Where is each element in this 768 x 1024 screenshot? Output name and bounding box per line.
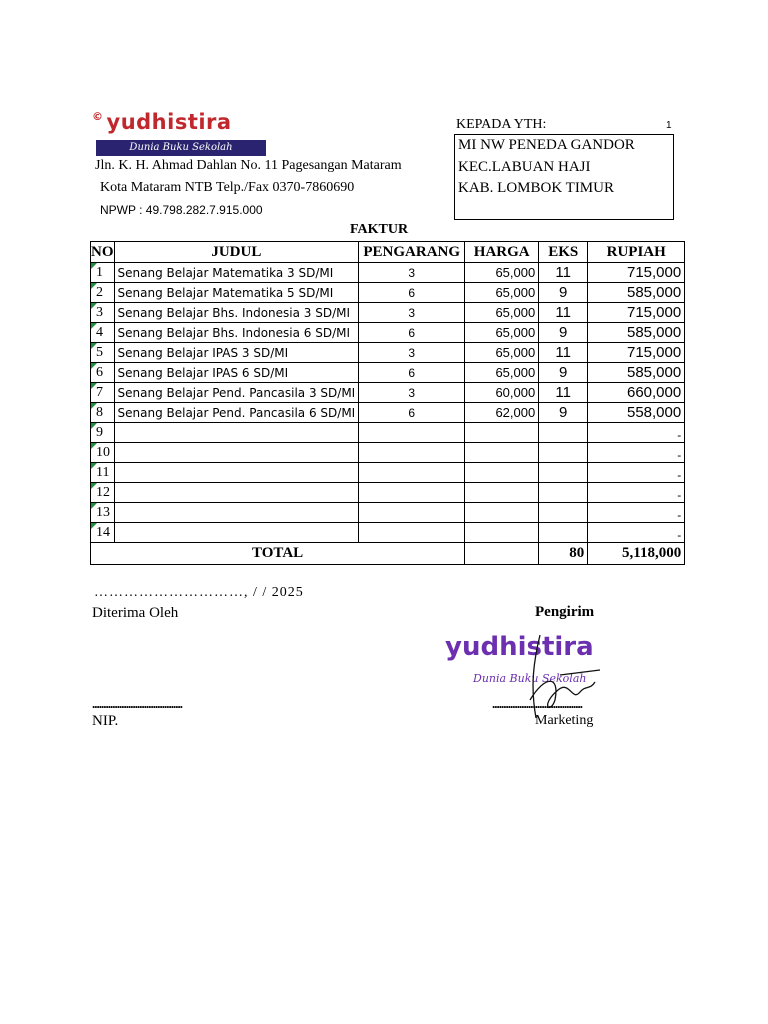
row-author	[359, 523, 465, 543]
logo-name: yudhistira	[106, 110, 232, 134]
row-number: 14	[91, 523, 115, 543]
row-number: 8	[91, 403, 115, 423]
row-qty: 11	[539, 263, 588, 283]
header-eks: EKS	[539, 242, 588, 263]
logo-wordmark	[92, 110, 270, 140]
recipient-label: KEPADA YTH:	[456, 117, 547, 132]
row-author	[359, 503, 465, 523]
header-harga: HARGA	[465, 242, 539, 263]
row-qty	[539, 423, 588, 443]
cell-marker	[91, 263, 97, 269]
row-amount: -	[588, 523, 685, 543]
row-price	[465, 463, 539, 483]
row-title: Senang Belajar Pend. Pancasila 6 SD/MI	[114, 403, 359, 423]
row-title: Senang Belajar IPAS 6 SD/MI	[114, 363, 359, 383]
total-empty-cell	[465, 543, 539, 565]
row-qty: 9	[539, 323, 588, 343]
table-row	[91, 383, 685, 403]
row-amount: 715,000	[588, 343, 685, 363]
row-price	[465, 503, 539, 523]
row-qty: 11	[539, 383, 588, 403]
sender-label: Pengirim	[535, 604, 595, 620]
row-price	[465, 443, 539, 463]
row-number: 10	[91, 443, 115, 463]
row-title	[114, 443, 359, 463]
row-number: 5	[91, 343, 115, 363]
row-number: 2	[91, 283, 115, 303]
row-title: Senang Belajar Bhs. Indonesia 3 SD/MI	[114, 303, 359, 323]
received-by-label: Diterima Oleh	[92, 605, 179, 621]
row-title	[114, 463, 359, 483]
row-amount: 660,000	[588, 383, 685, 403]
header-judul: JUDUL	[114, 242, 359, 263]
row-number: 7	[91, 383, 115, 403]
row-qty	[539, 523, 588, 543]
row-price: 65,000	[465, 323, 539, 343]
recipient-box	[454, 134, 674, 220]
table-row	[91, 303, 685, 323]
row-price	[465, 523, 539, 543]
row-title: Senang Belajar Matematika 5 SD/MI	[114, 283, 359, 303]
row-amount: -	[588, 503, 685, 523]
stamp-wordmark: yudhistira	[445, 632, 594, 662]
invoice-title: FAKTUR	[350, 222, 409, 237]
row-amount: -	[588, 443, 685, 463]
cell-marker	[91, 463, 97, 469]
total-label: TOTAL	[91, 543, 465, 565]
row-amount: 585,000	[588, 363, 685, 383]
company-address-line1: Jln. K. H. Ahmad Dahlan No. 11 Pagesangan Mataram	[95, 158, 402, 173]
row-author: 6	[359, 403, 465, 423]
date-line: …………………………, / / 2025	[94, 585, 304, 600]
company-npwp: NPWP : 49.798.282.7.915.000	[100, 203, 263, 217]
receiver-signature-line: ........................................	[92, 696, 182, 711]
row-author: 6	[359, 323, 465, 343]
row-title	[114, 523, 359, 543]
row-author: 3	[359, 263, 465, 283]
table-row	[91, 503, 685, 523]
row-title: Senang Belajar IPAS 3 SD/MI	[114, 343, 359, 363]
cell-marker	[91, 383, 97, 389]
table-row	[91, 403, 685, 423]
row-qty: 9	[539, 363, 588, 383]
table-row	[91, 443, 685, 463]
cell-marker	[91, 303, 97, 309]
row-qty	[539, 503, 588, 523]
row-qty: 11	[539, 303, 588, 323]
row-price: 65,000	[465, 303, 539, 323]
row-title	[114, 483, 359, 503]
row-author	[359, 443, 465, 463]
row-author: 6	[359, 363, 465, 383]
row-number: 6	[91, 363, 115, 383]
cell-marker	[91, 283, 97, 289]
row-amount: -	[588, 463, 685, 483]
row-number: 12	[91, 483, 115, 503]
cell-marker	[91, 443, 97, 449]
invoice-table	[90, 241, 685, 565]
row-price: 65,000	[465, 283, 539, 303]
row-title	[114, 503, 359, 523]
row-price: 65,000	[465, 343, 539, 363]
row-number: 11	[91, 463, 115, 483]
row-title: Senang Belajar Bhs. Indonesia 6 SD/MI	[114, 323, 359, 343]
total-row	[91, 543, 685, 565]
row-qty: 9	[539, 283, 588, 303]
row-qty: 11	[539, 343, 588, 363]
cell-marker	[91, 503, 97, 509]
sender-signature-line: ........................................	[492, 696, 582, 711]
row-title: Senang Belajar Pend. Pancasila 3 SD/MI	[114, 383, 359, 403]
invoice-body	[91, 263, 685, 565]
row-price	[465, 483, 539, 503]
table-row	[91, 283, 685, 303]
table-row	[91, 323, 685, 343]
row-amount: -	[588, 483, 685, 503]
cell-marker	[91, 363, 97, 369]
row-author: 3	[359, 343, 465, 363]
row-price: 62,000	[465, 403, 539, 423]
header-pengarang: PENGARANG	[359, 242, 465, 263]
copyright-mark: ©	[92, 110, 104, 123]
table-row	[91, 423, 685, 443]
row-amount: 558,000	[588, 403, 685, 423]
table-row	[91, 483, 685, 503]
row-title: Senang Belajar Matematika 3 SD/MI	[114, 263, 359, 283]
total-rupiah: 5,118,000	[588, 543, 685, 565]
row-price: 65,000	[465, 363, 539, 383]
row-number: 3	[91, 303, 115, 323]
row-qty	[539, 463, 588, 483]
stamp-tagline: Dunia Buku Sekolah	[473, 672, 587, 685]
row-qty	[539, 483, 588, 503]
row-amount: 715,000	[588, 303, 685, 323]
header-no: NO	[91, 242, 115, 263]
table-row	[91, 263, 685, 283]
cell-marker	[91, 523, 97, 529]
total-eks: 80	[539, 543, 588, 565]
logo-tagline: Dunia Buku Sekolah	[96, 140, 266, 156]
nip-label: NIP.	[92, 713, 119, 729]
row-author: 3	[359, 383, 465, 403]
company-address-line2: Kota Mataram NTB Telp./Fax 0370-7860690	[100, 180, 355, 195]
row-qty	[539, 443, 588, 463]
table-row	[91, 523, 685, 543]
table-header-row	[91, 242, 685, 263]
recipient-line: MI NW PENEDA GANDOR	[458, 137, 635, 153]
row-price: 65,000	[465, 263, 539, 283]
page-number: 1	[666, 120, 672, 131]
row-price: 60,000	[465, 383, 539, 403]
row-amount: 585,000	[588, 323, 685, 343]
recipient-line: KEC.LABUAN HAJI	[458, 159, 591, 175]
cell-marker	[91, 323, 97, 329]
row-price	[465, 423, 539, 443]
cell-marker	[91, 343, 97, 349]
row-author	[359, 483, 465, 503]
sender-role: Marketing	[535, 713, 594, 728]
table-row	[91, 363, 685, 383]
cell-marker	[91, 483, 97, 489]
company-logo	[92, 110, 270, 156]
row-amount: 585,000	[588, 283, 685, 303]
row-title	[114, 423, 359, 443]
row-qty: 9	[539, 403, 588, 423]
row-author: 6	[359, 283, 465, 303]
header-rupiah: RUPIAH	[588, 242, 685, 263]
cell-marker	[91, 403, 97, 409]
recipient-line: KAB. LOMBOK TIMUR	[458, 180, 614, 196]
row-number: 9	[91, 423, 115, 443]
table-row	[91, 463, 685, 483]
row-amount: -	[588, 423, 685, 443]
row-author	[359, 423, 465, 443]
row-amount: 715,000	[588, 263, 685, 283]
row-number: 1	[91, 263, 115, 283]
row-author	[359, 463, 465, 483]
row-author: 3	[359, 303, 465, 323]
row-number: 4	[91, 323, 115, 343]
row-number: 13	[91, 503, 115, 523]
table-row	[91, 343, 685, 363]
cell-marker	[91, 423, 97, 429]
